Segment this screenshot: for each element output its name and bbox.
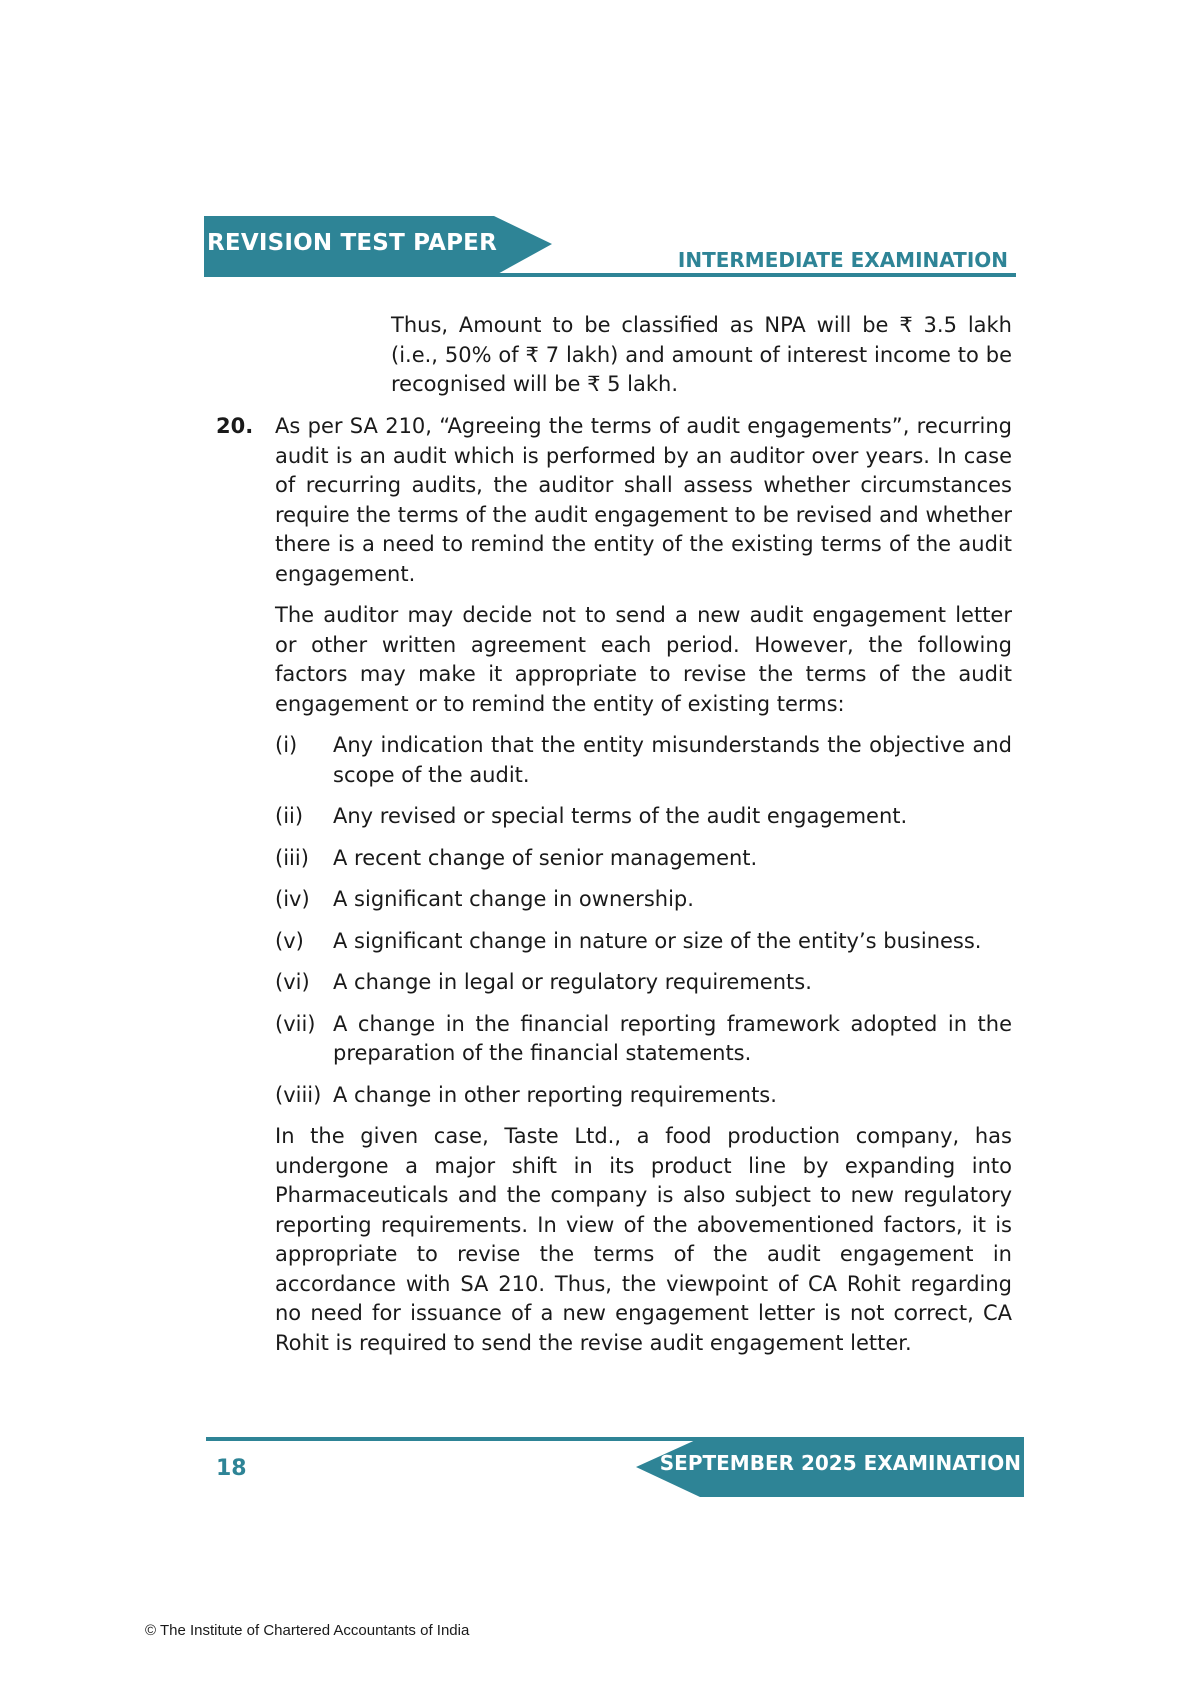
list-item-text: A change in other reporting requirements. <box>333 1082 777 1107</box>
list-item-number: (viii) <box>275 1082 322 1107</box>
list-item-number: (iii) <box>275 845 309 870</box>
answer-body <box>275 412 1012 1370</box>
list-item-text: A significant change in nature or size of the entity’s business. <box>333 928 982 953</box>
continuation-paragraph: Thus, Amount to be classified as NPA will be ₹ 3.5 lakh (i.e., 50% of ₹ 7 lakh) and amount of interest income to be recognised will be ₹ 5 lakh. <box>391 313 1012 396</box>
footer-exam-label: SEPTEMBER 2025 EXAMINATION <box>659 1451 1021 1475</box>
list-item <box>275 731 1012 790</box>
list-item-text: Any indication that the entity misunderstands the objective and scope of the audit. <box>333 733 1012 787</box>
list-item <box>275 1010 1012 1069</box>
list-item-text: A change in the financial reporting framework adopted in the preparation of the financial statements. <box>333 1011 1012 1065</box>
list-item-text: Any revised or special terms of the audit engagement. <box>333 804 908 828</box>
list-item-text: A recent change of senior management. <box>333 845 758 870</box>
list-item <box>275 802 1012 832</box>
question-number: 20. <box>216 414 254 438</box>
list-item-number: (vi) <box>275 970 310 994</box>
answer-paragraph-2: The auditor may decide not to send a new audit engagement letter or other written agreement each period. However, the following factors may make it appropriate to revise the terms of the audit engagement or to remind the entity of existing terms: <box>275 603 1012 716</box>
header-right-title: INTERMEDIATE EXAMINATION <box>677 248 1008 272</box>
answer-paragraph-3: In the given case, Taste Ltd., a food production company, has undergone a major shift in its product line by expanding into Pharmaceuticals and the company is also subject to new regulatory reporting requirements. In view of the abovementioned factors, it is appropriate to revise the terms of the audit engagement in accordance with SA 210. Thus, the viewpoint of CA Rohit regarding no need for issuance of a new engagement letter is not correct, CA Rohit is required to send the revise audit engagement letter. <box>275 1124 1012 1355</box>
list-item <box>275 844 1012 874</box>
list-item-number: (iv) <box>275 887 310 911</box>
list-item-text: A significant change in ownership. <box>333 887 694 911</box>
list-item-number: (i) <box>275 733 298 757</box>
list-item-number: (ii) <box>275 804 304 828</box>
list-item-number: (v) <box>275 928 304 953</box>
header-left-title: REVISION TEST PAPER <box>207 230 497 256</box>
factor-list <box>275 731 1012 1110</box>
list-item-text: A change in legal or regulatory requirements. <box>333 970 812 994</box>
answer-paragraph-1: As per SA 210, “Agreeing the terms of audit engagements”, recurring audit is an audit which is performed by an auditor over years. In case of recurring audits, the auditor shall assess whether circumstances require the terms of the audit engagement to be revised and whether there is a need to remind the entity of the existing terms of the audit engagement. <box>275 414 1012 586</box>
list-item <box>275 885 1012 915</box>
list-item-number: (vii) <box>275 1011 316 1036</box>
header-rule <box>204 273 1016 277</box>
page-number: 18 <box>216 1456 247 1481</box>
copyright-notice: © The Institute of Chartered Accountants of India <box>145 1622 470 1639</box>
list-item <box>275 968 1012 998</box>
list-item <box>275 927 1012 957</box>
list-item <box>275 1081 1012 1111</box>
